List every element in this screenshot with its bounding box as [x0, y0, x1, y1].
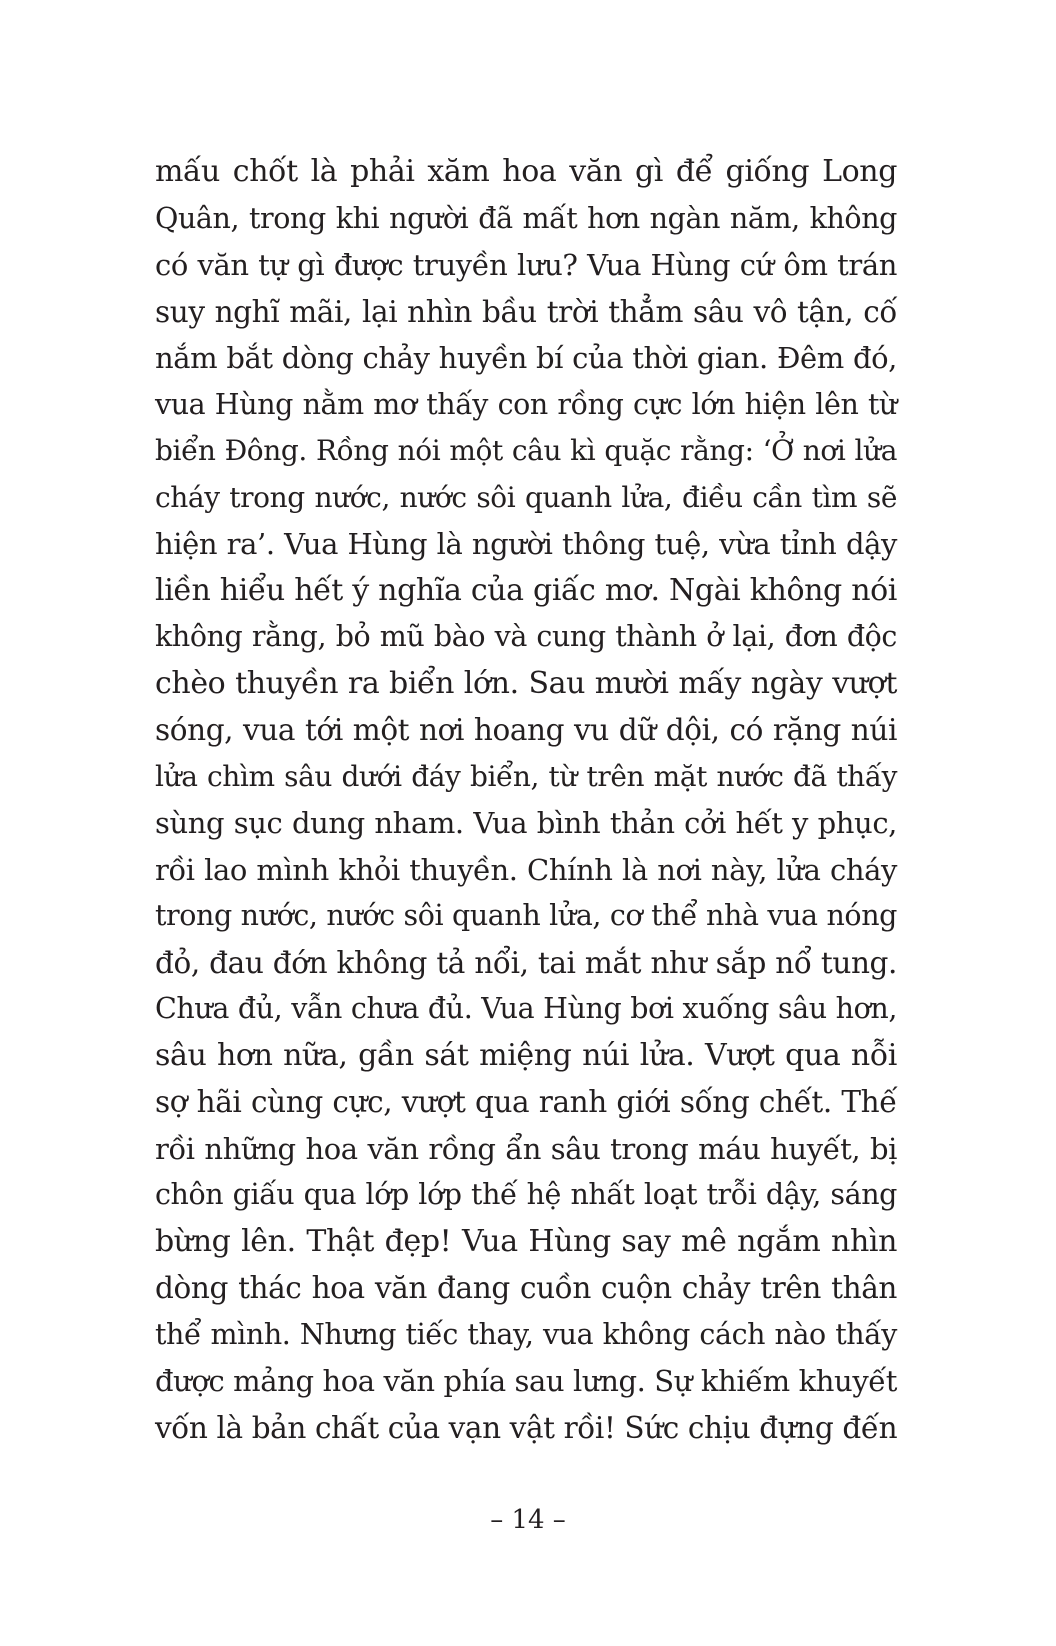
text-line: không rằng, bỏ mũ bào và cung thành ở lại, đơn độc [155, 620, 897, 653]
text-line: suy nghĩ mãi, lại nhìn bầu trời thẳm sâu vô tận, cố [155, 294, 897, 329]
text-line: được mảng hoa văn phía sau lưng. Sự khiếm khuyết [155, 1364, 897, 1398]
text-line: chèo thuyền ra biển lớn. Sau mười mấy ngày vượt [155, 665, 897, 701]
text-line: biển Đông. Rồng nói một câu kì quặc rằng: ‘Ở nơi lửa [155, 434, 897, 467]
text-line: thể mình. Nhưng tiếc thay, vua không cách nào thấy [155, 1317, 897, 1351]
body-text [155, 149, 897, 1451]
text-line: bừng lên. Thật đẹp! Vua Hùng say mê ngắm nhìn [155, 1223, 897, 1259]
text-line: sâu hơn nữa, gần sát miệng núi lửa. Vượt qua nỗi [155, 1037, 897, 1073]
text-line: vua Hùng nằm mơ thấy con rồng cực lớn hiện lên từ [155, 387, 897, 421]
text-line: nắm bắt dòng chảy huyền bí của thời gian. Đêm đó, [155, 341, 897, 375]
text-line: chôn giấu qua lớp lớp thế hệ nhất loạt trỗi dậy, sáng [155, 1178, 897, 1211]
text-line: Chưa đủ, vẫn chưa đủ. Vua Hùng bơi xuống sâu hơn, [155, 992, 897, 1025]
text-line: sóng, vua tới một nơi hoang vu dữ dội, có rặng núi [155, 713, 897, 747]
text-line: liền hiểu hết ý nghĩa của giấc mơ. Ngài không nói [155, 572, 897, 608]
text-line: trong nước, nước sôi quanh lửa, cơ thể nhà vua nóng [155, 899, 897, 932]
page-number: – 14 – [490, 1505, 566, 1535]
text-line: đỏ, đau đớn không tả nổi, tai mắt như sắp nổ tung. [155, 945, 897, 980]
text-line: dòng thác hoa văn đang cuồn cuộn chảy trên thân [155, 1271, 897, 1305]
text-line: rồi những hoa văn rồng ẩn sâu trong máu huyết, bị [155, 1131, 897, 1166]
text-line: sợ hãi cùng cực, vượt qua ranh giới sống chết. Thế [155, 1085, 897, 1119]
text-line: lửa chìm sâu dưới đáy biển, từ trên mặt nước đã thấy [155, 759, 897, 793]
text-line: mấu chốt là phải xăm hoa văn gì để giống Long [155, 154, 897, 189]
text-line: có văn tự gì được truyền lưu? Vua Hùng cứ ôm trán [155, 248, 897, 282]
text-line: vốn là bản chất của vạn vật rồi! Sức chịu đựng đến [155, 1410, 898, 1445]
text-line: cháy trong nước, nước sôi quanh lửa, điều cần tìm sẽ [155, 480, 897, 514]
text-line: hiện ra’. Vua Hùng là người thông tuệ, vừa tỉnh dậy [155, 527, 897, 561]
text-line: Quân, trong khi người đã mất hơn ngàn năm, không [155, 201, 897, 235]
text-line: sùng sục dung nham. Vua bình thản cởi hết y phục, [155, 806, 897, 840]
text-line: rồi lao mình khỏi thuyền. Chính là nơi này, lửa cháy [155, 852, 897, 887]
